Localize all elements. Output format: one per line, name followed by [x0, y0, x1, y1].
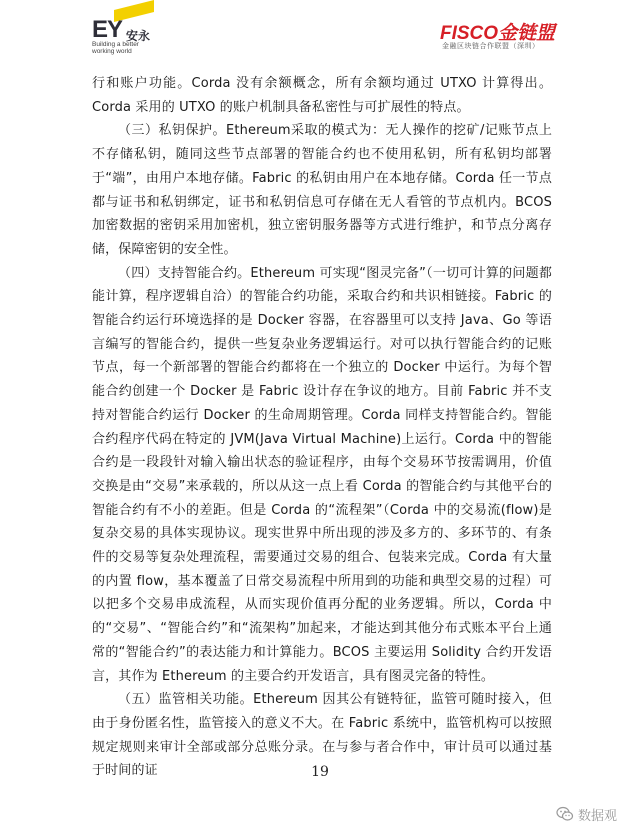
page-number: 19 — [311, 764, 329, 780]
ey-logo — [92, 10, 202, 62]
paragraph-regulation: （五）监管相关功能。Ethereum 因其公有链特征，监管可随时接入，但由于身份匿名性，监管接入的意义不大。在 Fabric 系统中，监管机构可以按照规定规则来审计全部或部分总账分录。在与参与者合作中，审计员可以通过基于时间的证 — [92, 692, 552, 779]
ey-logo-letters: EY — [92, 16, 123, 43]
document-body — [92, 72, 552, 783]
paragraph-private-key-protection: （三）私钥保护。Ethereum采取的模式为：无人操作的挖矿/记账节点上不存储私钥，随同这些节点部署的智能合约也不使用私钥，所有私钥均部署于“端”，由用户本地存储。Fabric 的私钥由用户在本地存储。Corda 任一节点都与证书和私钥绑定，证书和私钥信息可存储在无人看管的节点机内。BCOS 加密数据的密钥采用加密机，独立密钥服务器等方式进行维护，和节点分离存储，保障密钥的安全性。 — [92, 123, 552, 257]
paragraph-smart-contracts: （四）支持智能合约。Ethereum 可实现“图灵完备”（一切可计算的问题都能计算，程序逻辑自洽）的智能合约功能，采取合约和共识相链接。Fabric 的智能合约运行环境选择的是 Docker 容器，在容器里可以支持 Java、Go 等语言编写的智能合约，提供一些复杂业务逻辑运行。对可以执行智能合约的记账节点，每一个新部署的智能合约都将在一个独立的 Docker 中运行。为每个智能合约创建一个 Docker 是 Fabric 设计存在争议的地方。目前 Fabric 并不支持对智能合约运行 Docker 的生命周期管理。Corda 同样支持智能合约。智能合约程序代码在特定的 JVM(Java Virtual Machine)上运行。Corda 中的智能合约是一段段针对输入输出状态的验证程序，由每个交易环节按需调用，价值交换是由“交易”来承载的，所以从这一点上看 Corda 的智能合约与其他平台的智能合约有不小的差距。但是 Corda 的“流程架”（Corda 中的交易流(flow)是复杂交易的具体实现协议。现实世界中所出现的涉及多方的、多环节的、有条件的交易等复杂处理流程，需要通过交易的组合、包装来完成。Corda 有大量的内置 flow，基本覆盖了日常交易流程中所用到的功能和典型交易的过程）可以把多个交易串成流程，从而实现价值再分配的业务逻辑。所以，Corda 中的“交易”、“智能合约”和“流架构”加起来，才能达到其他分布式账本平台上通常的“智能合约”的表达能力和计算能力。BCOS 主要运用 Solidity 合约开发语言，其作为 Ethereum 的主要合约开发语言，具有图灵完备的特性。 — [92, 265, 552, 684]
fisco-logo-brand: FISCO金链盟 — [440, 23, 556, 44]
ey-logo-chinese: 安永 — [126, 29, 151, 43]
fisco-logo — [440, 18, 580, 58]
paragraph-utxo: 行和账户功能。Corda 没有余额概念，所有余额均通过 UTXO 计算得出。Corda 采用的 UTXO 的账户机制具备私密性与可扩展性的特点。 — [92, 76, 552, 115]
ey-logo-tagline: Building a better working world — [92, 41, 139, 55]
watermark — [556, 804, 617, 824]
watermark-text: 数据观 — [578, 808, 618, 824]
wechat-icon — [556, 806, 574, 822]
page-header — [0, 0, 640, 66]
fisco-logo-subtitle: 金融区块链合作联盟（深圳） — [442, 42, 540, 50]
